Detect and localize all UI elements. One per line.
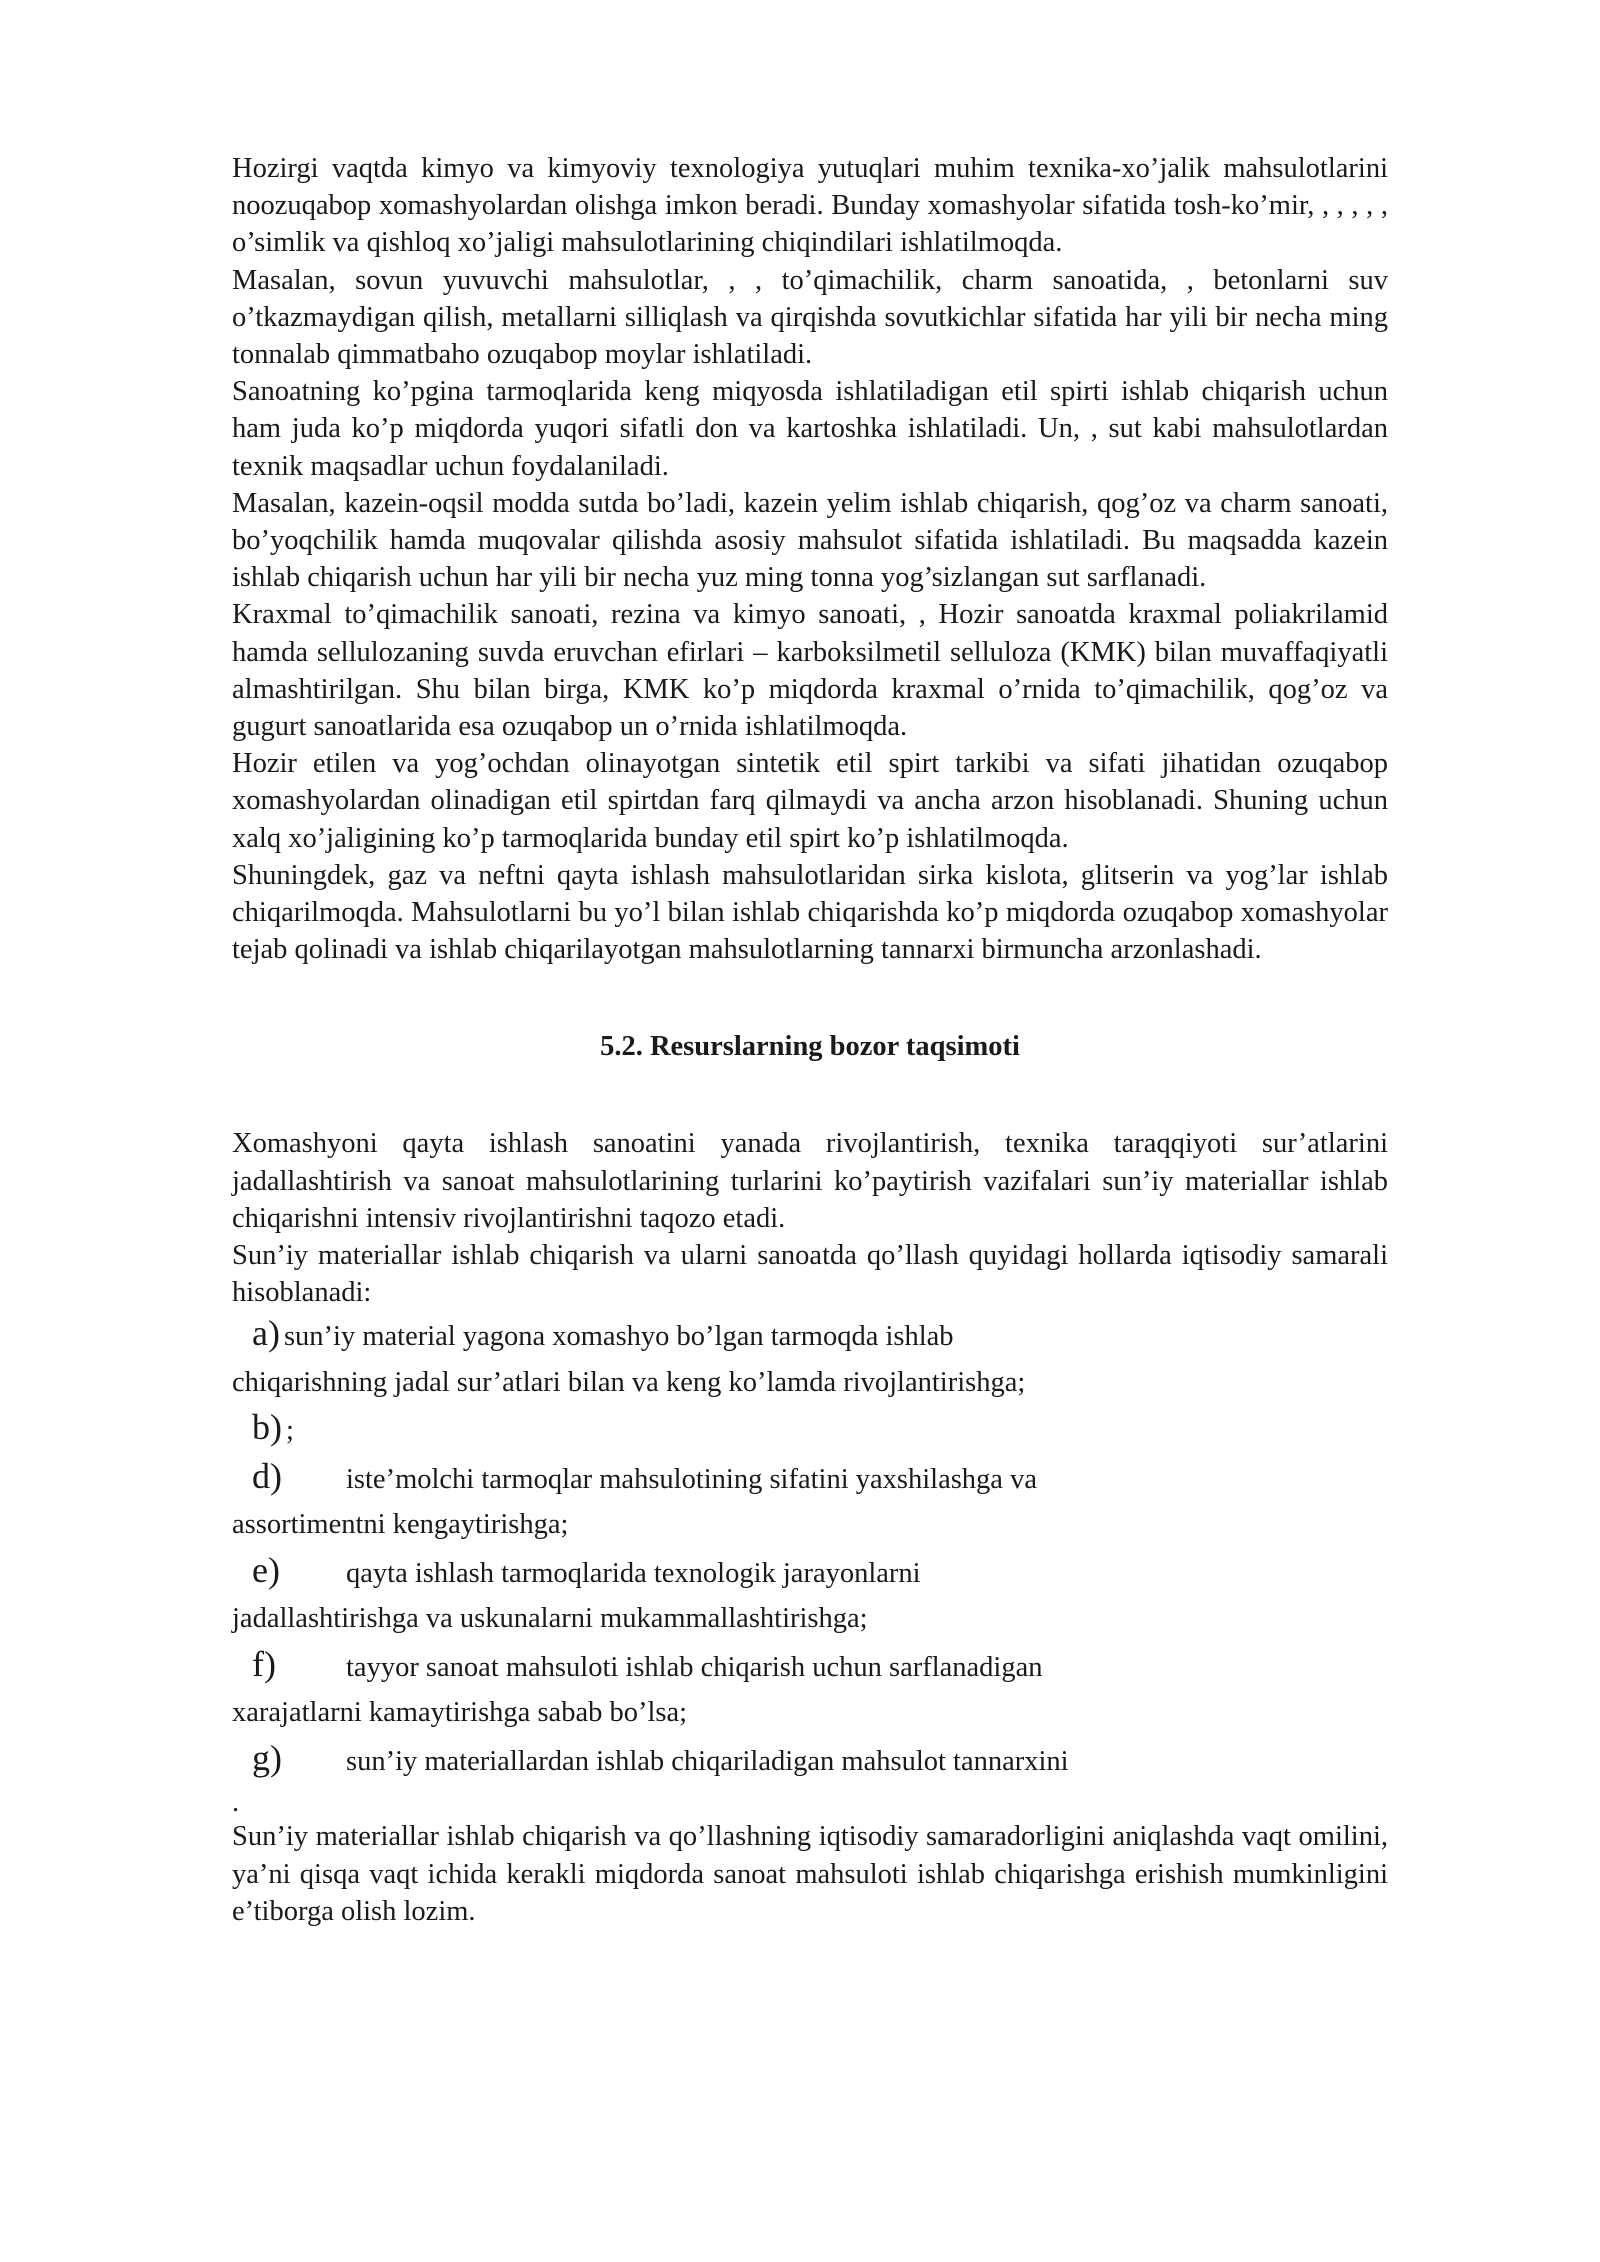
paragraph: Hozirgi vaqtda kimyo va kimyoviy texnologiya yutuqlari muhim texnika-xo’jalik mahsulotlarini noozuqabop xomashyolardan olishga imkon beradi. Bunday xomashyolar sifatida tosh-ko’mir, , , , , , o’simlik va qishloq xo’jaligi mahsulotlarining chiqindilari ishlatilmoqda. [232, 153, 1388, 259]
list-item [232, 1454, 1388, 1503]
list-item-text: ; [286, 1415, 294, 1447]
section-heading: 5.2. Resurslarning bozor taqsimoti [600, 1031, 1020, 1063]
list-item [232, 1548, 1388, 1597]
list-item-continuation [232, 1690, 1388, 1736]
list-item [232, 1311, 1388, 1360]
list-item-text: assortimentni kengaytirishga; [232, 1509, 569, 1541]
paragraph: Sanoatning ko’pgina tarmoqlarida keng miqyosda ishlatiladigan etil spirti ishlab chiqarish uchun ham juda ko’p miqdorda yuqori sifatli don va kartoshka ishlatiladi. Un, , sut kabi mahsulotlardan texnik maqsadlar uchun foydalaniladi. [232, 376, 1388, 482]
list-marker: g) [252, 1737, 282, 1778]
list-item-text: xarajatlarni kamaytirishga sabab bo’lsa; [232, 1697, 688, 1729]
list-item-continuation [232, 1360, 1388, 1406]
paragraph: Kraxmal to’qimachilik sanoati, rezina va kimyo sanoati, , Hozir sanoatda kraxmal poliakrilamid hamda sellulozaning suvda eruvchan efirlari – karboksilmetil selluloza (KMK) bilan muvaffaqiyatli almashtirilgan. Shu bilan birga, KMK ko’p miqdorda kraxmal o’rnida to’qimachilik, qog’oz va gugurt sanoatlarida esa ozuqabop un o’rnida ishlatilmoqda. [232, 599, 1388, 743]
closing-paragraph: Sun’iy materiallar ishlab chiqarish va qo’llashning iqtisodiy samaradorligini aniqlashda vaqt omilini, ya’ni qisqa vaqt ichida kerakli miqdorda sanoat mahsuloti ishlab chiqarishga erishish mumkinligini e’tiborga olish lozim. [232, 1821, 1388, 1927]
conditions-list [232, 1311, 1388, 1784]
paragraph: Xomashyoni qayta ishlash sanoatini yanada rivojlantirish, texnika taraqqiyoti sur’atlarini jadallashtirish va sanoat mahsulotlarining turlarini ko’paytirish vazifalari sun’iy materiallar ishlab chiqarishni intensiv rivojlantirishni taqozo etadi. [232, 1128, 1388, 1234]
list-marker: a) [252, 1313, 280, 1354]
section-body [232, 1125, 1388, 1930]
list-item [232, 1642, 1388, 1691]
paragraph: Hozir etilen va yog’ochdan olinayotgan sintetik etil spirt tarkibi va sifati jihatidan ozuqabop xomashyolardan olinadigan etil spirtdan farq qilmaydi va ancha arzon hisoblanadi. Shuning uchun xalq xo’jaligining ko’p tarmoqlarida bunday etil spirt ko’p ishlatilmoqda. [232, 748, 1388, 854]
paragraph: Masalan, sovun yuvuvchi mahsulotlar, , , to’qimachilik, charm sanoatida, , betonlarni suv o’tkazmaydigan qilish, metallarni silliqlash va qirqishda sovutkichlar sifatida har yili bir necha ming tonnalab qimmatbaho ozuqabop moylar ishlatiladi. [232, 264, 1388, 371]
document-page [232, 150, 1388, 1930]
list-item-text: qayta ishlash tarmoqlarida texnologik jarayonlarni [346, 1557, 921, 1589]
paragraph: Sun’iy materiallar ishlab chiqarish va ularni sanoatda qo’llash quyidagi hollarda iqtisodiy samarali hisoblanadi: [232, 1240, 1388, 1309]
list-item-text: sun’iy materiallardan ishlab chiqariladigan mahsulot tannarxini [346, 1745, 1069, 1777]
list-item-text: chiqarishning jadal sur’atlari bilan va keng ko’lamda rivojlantirishga; [232, 1366, 1026, 1398]
list-item [232, 1736, 1388, 1785]
list-marker: f) [252, 1643, 276, 1684]
list-item-text: iste’molchi tarmoqlar mahsulotining sifatini yaxshilashga va [346, 1463, 1037, 1495]
list-item-text: sun’iy material yagona xomashyo bo’lgan tarmoqda ishlab [283, 1321, 954, 1353]
list-item-text: jadallashtirishga va uskunalarni mukammallashtirishga; [232, 1603, 868, 1635]
intro-section [232, 150, 1388, 968]
list-item-continuation [232, 1502, 1388, 1548]
paragraph: Masalan, kazein-oqsil modda sutda bo’ladi, kazein yelim ishlab chiqarish, qog’oz va charm sanoati, bo’yoqchilik hamda muqovalar qilishda asosiy mahsulot sifatida ishlatiladi. Bu maqsadda kazein ishlab chiqarish uchun har yili bir necha yuz ming tonna yog’sizlangan sut sarflanadi. [232, 487, 1388, 594]
list-marker: b) [252, 1407, 282, 1448]
list-item-continuation [232, 1596, 1388, 1642]
list-item-text: tayyor sanoat mahsuloti ishlab chiqarish uchun sarflanadigan [346, 1651, 1043, 1683]
trailing-dot: . [232, 1787, 240, 1819]
list-marker: d) [252, 1455, 282, 1496]
list-item [232, 1405, 1388, 1454]
list-marker: e) [252, 1549, 280, 1590]
paragraph: Shuningdek, gaz va neftni qayta ishlash mahsulotlaridan sirka kislota, glitserin va yog’lar ishlab chiqarilmoqda. Mahsulotlarni bu yo’l bilan ishlab chiqarishda ko’p miqdorda ozuqabop xomashyolar tejab qolinadi va ishlab chiqarilayotgan mahsulotlarning tannarxi birmuncha arzonlashadi. [232, 859, 1388, 966]
